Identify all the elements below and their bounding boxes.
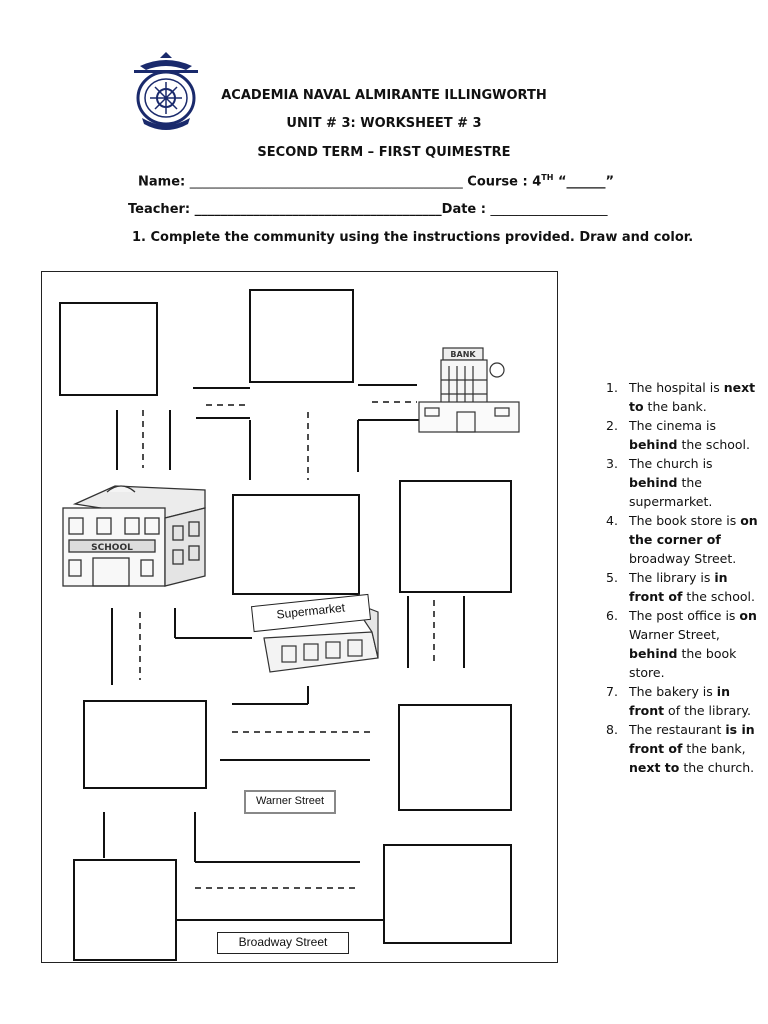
instruction-text: Warner Street, xyxy=(629,627,720,642)
instruction-number: 4. xyxy=(606,513,618,528)
instruction-keyword: next to xyxy=(629,380,756,414)
instruction-text: 1. Complete the community using the instructions provided. Draw and color. xyxy=(132,230,694,245)
instruction-keyword: in front of xyxy=(629,570,728,604)
instruction-item xyxy=(603,568,763,606)
empty-lot-right-lower[interactable] xyxy=(398,704,512,811)
instruction-text: the bank. xyxy=(643,399,707,414)
empty-lot-top-left[interactable] xyxy=(59,302,158,396)
course-blank[interactable]: “______” xyxy=(553,174,615,190)
instruction-number: 2. xyxy=(606,418,618,433)
instruction-item xyxy=(603,378,763,416)
name-blank[interactable]: __________________________________________ xyxy=(189,174,463,190)
instruction-keyword: on xyxy=(739,608,757,623)
unit-title: UNIT # 3: WORKSHEET # 3 xyxy=(286,116,482,131)
instruction-number: 6. xyxy=(606,608,618,623)
instruction-text: The book store is xyxy=(629,513,741,528)
course-label: Course : 4 xyxy=(467,174,542,190)
course-superscript: TH xyxy=(541,173,554,182)
instruction-number: 7. xyxy=(606,684,618,699)
instruction-item xyxy=(603,511,763,568)
instruction-text: The library is xyxy=(629,570,715,585)
instruction-number: 3. xyxy=(606,456,618,471)
instruction-text: The post office is xyxy=(629,608,740,623)
instruction-text: The cinema is xyxy=(629,418,716,433)
instruction-item xyxy=(603,682,763,720)
broadway-street-sign: Broadway Street xyxy=(217,932,349,954)
instruction-text: of the library. xyxy=(664,703,751,718)
instruction-keyword: behind xyxy=(629,646,678,661)
instruction-item xyxy=(603,720,763,777)
instruction-text: the supermarket. xyxy=(629,475,713,509)
instruction-text: The church is xyxy=(629,456,713,471)
instruction-keyword: on the corner of xyxy=(629,513,758,547)
instruction-keyword: next to xyxy=(629,760,680,775)
instruction-text: the school. xyxy=(677,437,750,452)
instruction-keyword: behind xyxy=(629,475,678,490)
school-sign: SCHOOL xyxy=(91,543,133,553)
empty-lot-bottom-right[interactable] xyxy=(383,844,512,944)
bank-sign: BANK xyxy=(450,350,476,359)
instruction-number: 1. xyxy=(606,380,618,395)
instruction-text: the church. xyxy=(679,760,755,775)
instruction-text: The bakery is xyxy=(629,684,717,699)
empty-lot-center[interactable] xyxy=(232,494,360,595)
instruction-item xyxy=(603,454,763,511)
instruction-text: The hospital is xyxy=(629,380,724,395)
instruction-number: 8. xyxy=(606,722,618,737)
instruction-number: 5. xyxy=(606,570,618,585)
name-label: Name: xyxy=(138,174,186,190)
date-label: Date : xyxy=(441,202,486,217)
bank-building-illustration xyxy=(415,344,520,436)
instruction-keyword: is in front of xyxy=(629,722,755,756)
date-blank[interactable]: __________________ xyxy=(490,202,608,217)
instructions-list xyxy=(603,378,763,777)
instruction-item xyxy=(603,416,763,454)
empty-lot-top-center[interactable] xyxy=(249,289,354,383)
instruction-text: the school. xyxy=(682,589,755,604)
instruction-keyword: behind xyxy=(629,437,678,452)
teacher-label: Teacher: xyxy=(128,202,191,217)
instruction-text: broadway Street. xyxy=(629,551,737,566)
warner-street-sign: Warner Street xyxy=(244,790,336,814)
instruction-text: the book store. xyxy=(629,646,737,680)
supermarket-label: Supermarket xyxy=(251,594,371,632)
empty-lot-right-middle[interactable] xyxy=(399,480,512,593)
school-name: ACADEMIA NAVAL ALMIRANTE ILLINGWORTH xyxy=(221,88,547,103)
empty-lot-bottom-left[interactable] xyxy=(73,859,177,961)
term-title: SECOND TERM – FIRST QUIMESTRE xyxy=(257,145,511,160)
school-building-illustration xyxy=(55,478,210,590)
instruction-text: The restaurant xyxy=(629,722,726,737)
teacher-blank[interactable]: ______________________________________ xyxy=(194,202,442,217)
instruction-text: the bank, xyxy=(682,741,746,756)
instruction-item xyxy=(603,606,763,682)
empty-lot-left-lower[interactable] xyxy=(83,700,207,789)
instruction-keyword: in front xyxy=(629,684,730,718)
